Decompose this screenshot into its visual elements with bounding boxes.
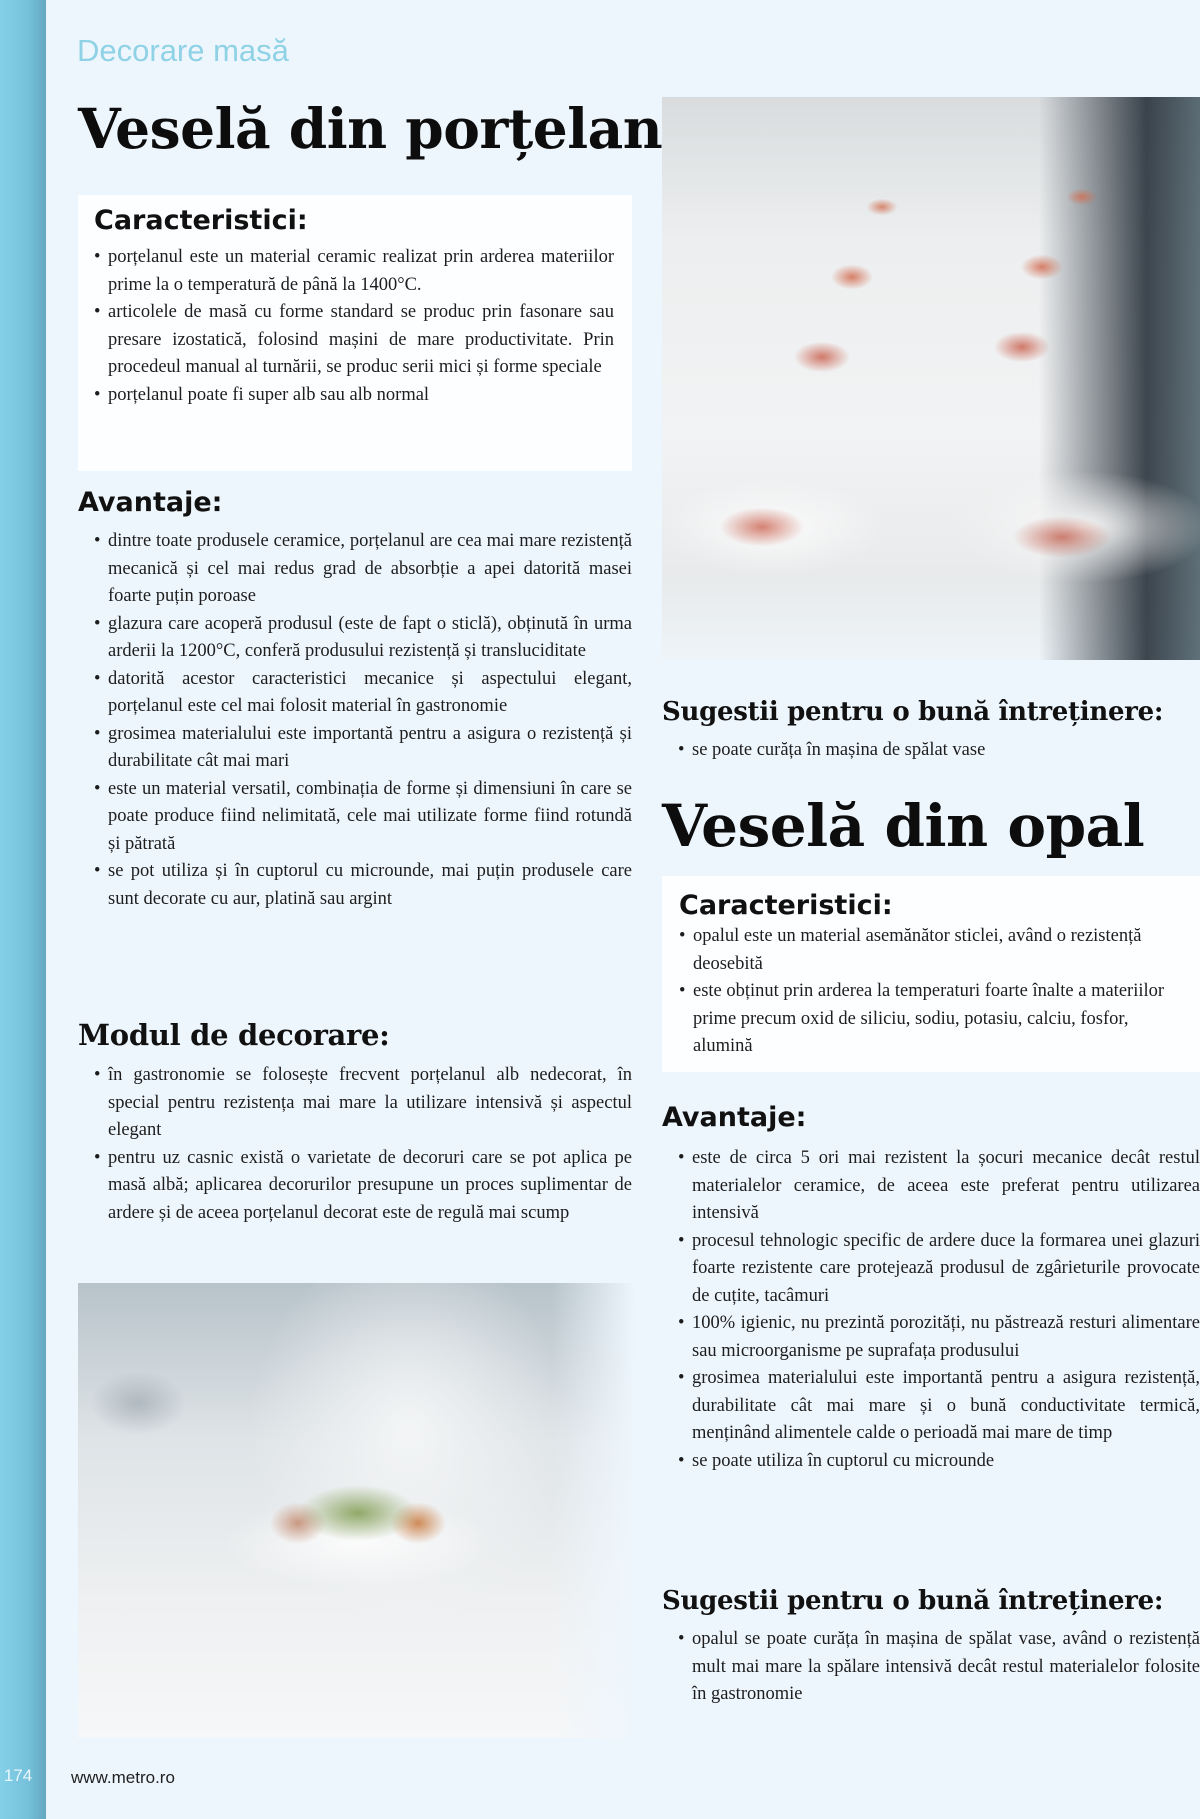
porcelain-maintenance-heading: Sugestii pentru o bună întreținere: — [662, 697, 1164, 727]
list-item: • se poate curăța în mașina de spălat vase — [678, 737, 1200, 765]
opal-characteristics-list — [679, 923, 1179, 1061]
plates-row-photo — [662, 97, 1200, 660]
porcelain-characteristics-heading: Caracteristici: — [94, 205, 308, 236]
list-item: • este obținut prin arderea la temperaturi foarte înalte a materiilor prime precum oxid de siliciu, sodiu, potasiu, calciu, fosfor, alumină — [679, 978, 1179, 1061]
list-item: • grosimea materialului este importantă pentru a asigura o rezistență și durabilitate cât mai mari — [94, 721, 632, 776]
opal-advantages-section — [662, 1102, 1200, 1475]
opal-advantages-list — [678, 1145, 1200, 1475]
list-item: • porțelanul poate fi super alb sau alb normal — [94, 382, 614, 410]
porcelain-title: Veselă din porțelan — [78, 96, 663, 161]
porcelain-characteristics-list — [94, 244, 614, 409]
list-item: • grosimea materialului este importantă pentru a asigura rezistență, durabilitate cât mai mare și o bună conductivitate termică, menținând alimentele calde o perioadă mai mare de timp — [678, 1365, 1200, 1448]
porcelain-maintenance-section — [662, 697, 1200, 765]
list-item: • glazura care acoperă produsul (este de fapt o sticlă), obținută în urma arderii la 1200°C, conferă produsului rezistență și transluciditate — [94, 611, 632, 666]
list-item: • este de circa 5 ori mai rezistent la șocuri mecanice decât restul materialelor ceramice, de aceea este preferat pentru utilizarea intensivă — [678, 1145, 1200, 1228]
page-sidebar-strip — [0, 0, 46, 1819]
list-item: • se pot utiliza și în cuptorul cu microunde, mai puțin produsele care sunt decorate cu aur, platină sau argint — [94, 858, 632, 913]
page-number: 174 — [3, 1766, 33, 1785]
porcelain-advantages-list — [94, 528, 632, 913]
porcelain-decoration-section — [78, 1018, 632, 1227]
list-item: • în gastronomie se folosește frecvent porțelanul alb nedecorat, în special pentru rezistența mai mare la utilizare intensivă și aspectul elegant — [94, 1062, 632, 1145]
list-item: • procesul tehnologic specific de ardere duce la formarea unei glazuri foarte rezistente care protejează produsul de zgârieturile provocate de cuțite, tacâmuri — [678, 1228, 1200, 1311]
opal-maintenance-list — [678, 1626, 1200, 1709]
list-item: • 100% igienic, nu prezintă porozități, nu păstrează resturi alimentare sau microorganisme pe suprafața produsului — [678, 1310, 1200, 1365]
list-item: • articolele de masă cu forme standard se produc prin fasonare sau presare izostatică, folosind mașini de mare productivitate. Prin procedeul manual al turnării, se produc serii mici și forme speciale — [94, 299, 614, 382]
porcelain-decoration-list — [94, 1062, 632, 1227]
list-item: • opalul se poate curăța în mașina de spălat vase, având o rezistență mult mai mare la spălare intensivă decât restul materialelor folosite în gastronomie — [678, 1626, 1200, 1709]
list-item: • datorită acestor caracteristici mecanice și aspectului elegant, porțelanul este cel mai folosit material în gastronomie — [94, 666, 632, 721]
list-item: • porțelanul este un material ceramic realizat prin arderea materiilor prime la o temperatură de până la 1400°C. — [94, 244, 614, 299]
list-item: • dintre toate produsele ceramice, porțelanul are cea mai mare rezistență mecanică și cel mai redus grad de absorbție a apei datorită masei foarte puțin poroase — [94, 528, 632, 611]
list-item: • pentru uz casnic există o varietate de decoruri care se pot aplica pe masă albă; aplicarea decorurilor presupune un proces suplimentar de ardere și de aceea porțelanul decorat este de regulă mai scump — [94, 1145, 632, 1228]
list-item: • se poate utiliza în cuptorul cu microunde — [678, 1448, 1200, 1476]
porcelain-decoration-heading: Modul de decorare: — [78, 1018, 390, 1052]
waiter-plate-photo — [78, 1283, 635, 1738]
list-item: • opalul este un material asemănător sticlei, având o rezistență deosebită — [679, 923, 1179, 978]
porcelain-characteristics-card — [78, 195, 632, 471]
opal-characteristics-heading: Caracteristici: — [679, 890, 893, 921]
list-item: • este un material versatil, combinația de forme și dimensiuni în care se poate produce fiind nelimitată, cele mai utilizate forme fiind rotundă și pătrată — [94, 776, 632, 859]
porcelain-advantages-section — [78, 487, 632, 913]
opal-characteristics-card — [662, 876, 1200, 1072]
porcelain-maintenance-list — [678, 737, 1200, 765]
porcelain-advantages-heading: Avantaje: — [78, 487, 223, 518]
opal-advantages-heading: Avantaje: — [662, 1102, 807, 1133]
opal-title: Veselă din opal — [662, 792, 1145, 860]
footer-url-link[interactable]: www.metro.ro — [71, 1768, 175, 1787]
category-title: Decorare masă — [77, 33, 289, 68]
opal-maintenance-section — [662, 1586, 1200, 1709]
opal-maintenance-heading: Sugestii pentru o bună întreținere: — [662, 1586, 1164, 1616]
